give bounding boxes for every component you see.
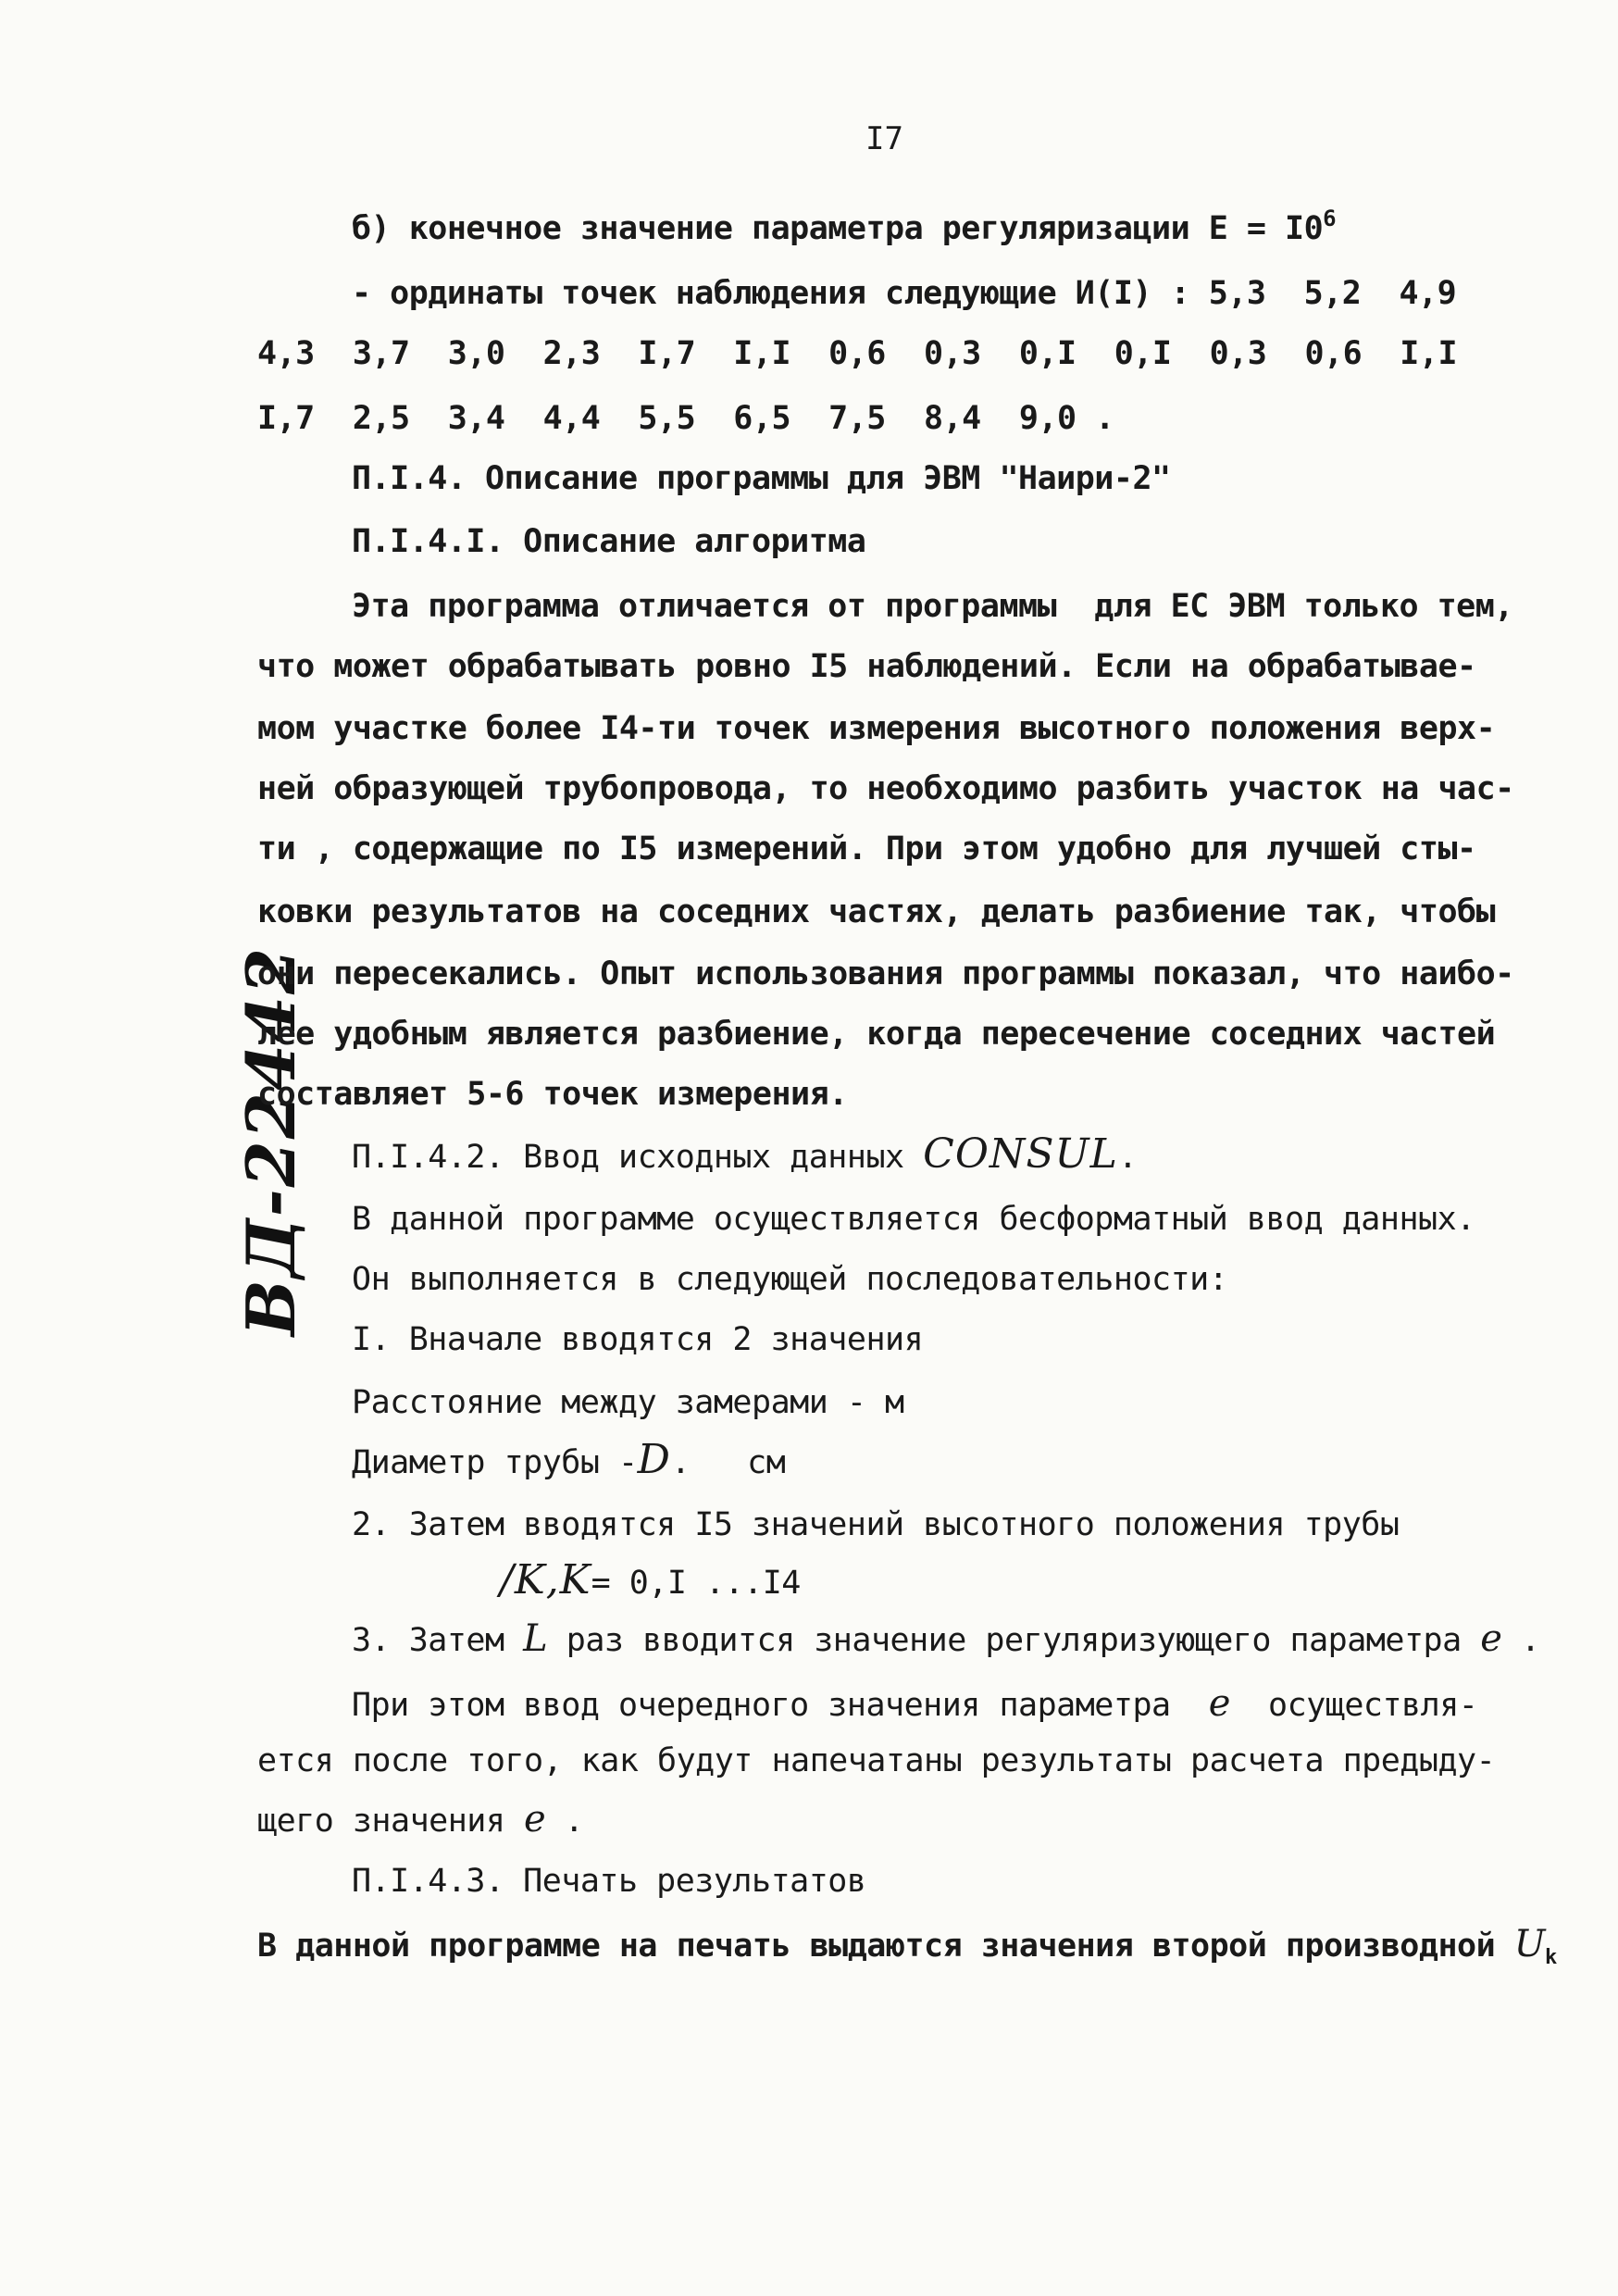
paragraph-line-5: ти , содержащие по I5 измерений. При этом удобно для лучшей сты- bbox=[257, 830, 1476, 867]
text-line-26: ется после того, как будут напечатаны результаты расчета предыду- bbox=[257, 1742, 1496, 1779]
section-heading-p1-4-3: П.I.4.3. Печать результатов bbox=[352, 1863, 866, 1900]
handwritten-u: U bbox=[1513, 1923, 1545, 1965]
list-item-2: 2. Затем вводятся I5 значений высотного положения трубы bbox=[352, 1506, 1400, 1543]
text-line-17: В данной программе осуществляется бесформатный ввод данных. bbox=[352, 1201, 1475, 1238]
handwritten-e: e bbox=[1208, 1682, 1230, 1725]
handwritten-l: L bbox=[523, 1617, 548, 1660]
text-line-29: В данной программе на печать выдаются значения второй производной $U_k$ bbox=[257, 1923, 1557, 1969]
margin-archive-note: ВД-22442 bbox=[231, 945, 311, 1337]
text-line-18: Он выполняется в следующей последовательности: bbox=[352, 1261, 1228, 1298]
paragraph-line-9: составляет 5-6 точек измерения. bbox=[257, 1076, 848, 1113]
handwritten-e: e bbox=[524, 1798, 546, 1841]
text-line-1: б) конечное значение параметра регуляризации $Е = I0^6$ bbox=[352, 206, 1337, 247]
handwritten-consul: CONSUL bbox=[923, 1130, 1118, 1178]
paragraph-line-6: ковки результатов на соседних частях, делать разбиение так, чтобы bbox=[257, 893, 1496, 930]
paragraph-line-1: Эта программа отличается от программы для ЕС ЭВМ только тем, bbox=[352, 588, 1513, 625]
handwritten-e: e bbox=[1480, 1617, 1502, 1660]
section-heading-p1-4: П.I.4. Описание программы для ЭВМ "Наири-2" bbox=[352, 460, 1171, 497]
index-range-line: /K,K= 0,I ...I4 bbox=[500, 1556, 801, 1603]
ordinate-values-row-1: 4,3 3,7 3,0 2,3 I,7 I,I 0,6 0,3 0,I 0,I 0,3 0,6 I,I bbox=[257, 335, 1458, 372]
handwritten-d: D bbox=[637, 1436, 671, 1483]
text-line-27: щего значения e . bbox=[257, 1798, 584, 1841]
list-item-diameter: Диаметр трубы -D. см bbox=[352, 1436, 786, 1483]
ordinate-values-row-2: I,7 2,5 3,4 4,4 5,5 6,5 7,5 8,4 9,0 . bbox=[257, 400, 1114, 437]
list-item-distance: Расстояние между замерами - м bbox=[352, 1384, 904, 1421]
paragraph-line-4: ней образующей трубопровода, то необходимо разбить участок на час- bbox=[257, 770, 1514, 807]
text-line-2: - ординаты точек наблюдения следующие И(I) : 5,3 5,2 4,9 bbox=[352, 275, 1457, 312]
paragraph-line-2: что может обрабатывать ровно I5 наблюдений. Если на обрабатывае- bbox=[257, 648, 1476, 685]
section-heading-p1-4-2: П.I.4.2. Ввод исходных данных CONSUL. bbox=[352, 1130, 1138, 1178]
paragraph-line-3: мом участке более I4-ти точек измерения высотного положения верх- bbox=[257, 710, 1496, 747]
text-line-25: При этом ввод очередного значения параметра e осуществля- bbox=[352, 1682, 1478, 1725]
list-item-1: I. Вначале вводятся 2 значения bbox=[352, 1321, 924, 1358]
paragraph-line-8: лее удобным является разбиение, когда пересечение соседних частей bbox=[257, 1016, 1496, 1053]
page-number: I7 bbox=[865, 120, 903, 157]
section-heading-p1-4-1: П.I.4.I. Описание алгоритма bbox=[352, 523, 866, 560]
list-item-3: 3. Затем L раз вводится значение регуляризующего параметра e . bbox=[352, 1617, 1540, 1660]
handwritten-k: /K,K bbox=[500, 1556, 591, 1603]
paragraph-line-7: они пересекались. Опыт использования программы показал, что наибо- bbox=[257, 955, 1514, 992]
